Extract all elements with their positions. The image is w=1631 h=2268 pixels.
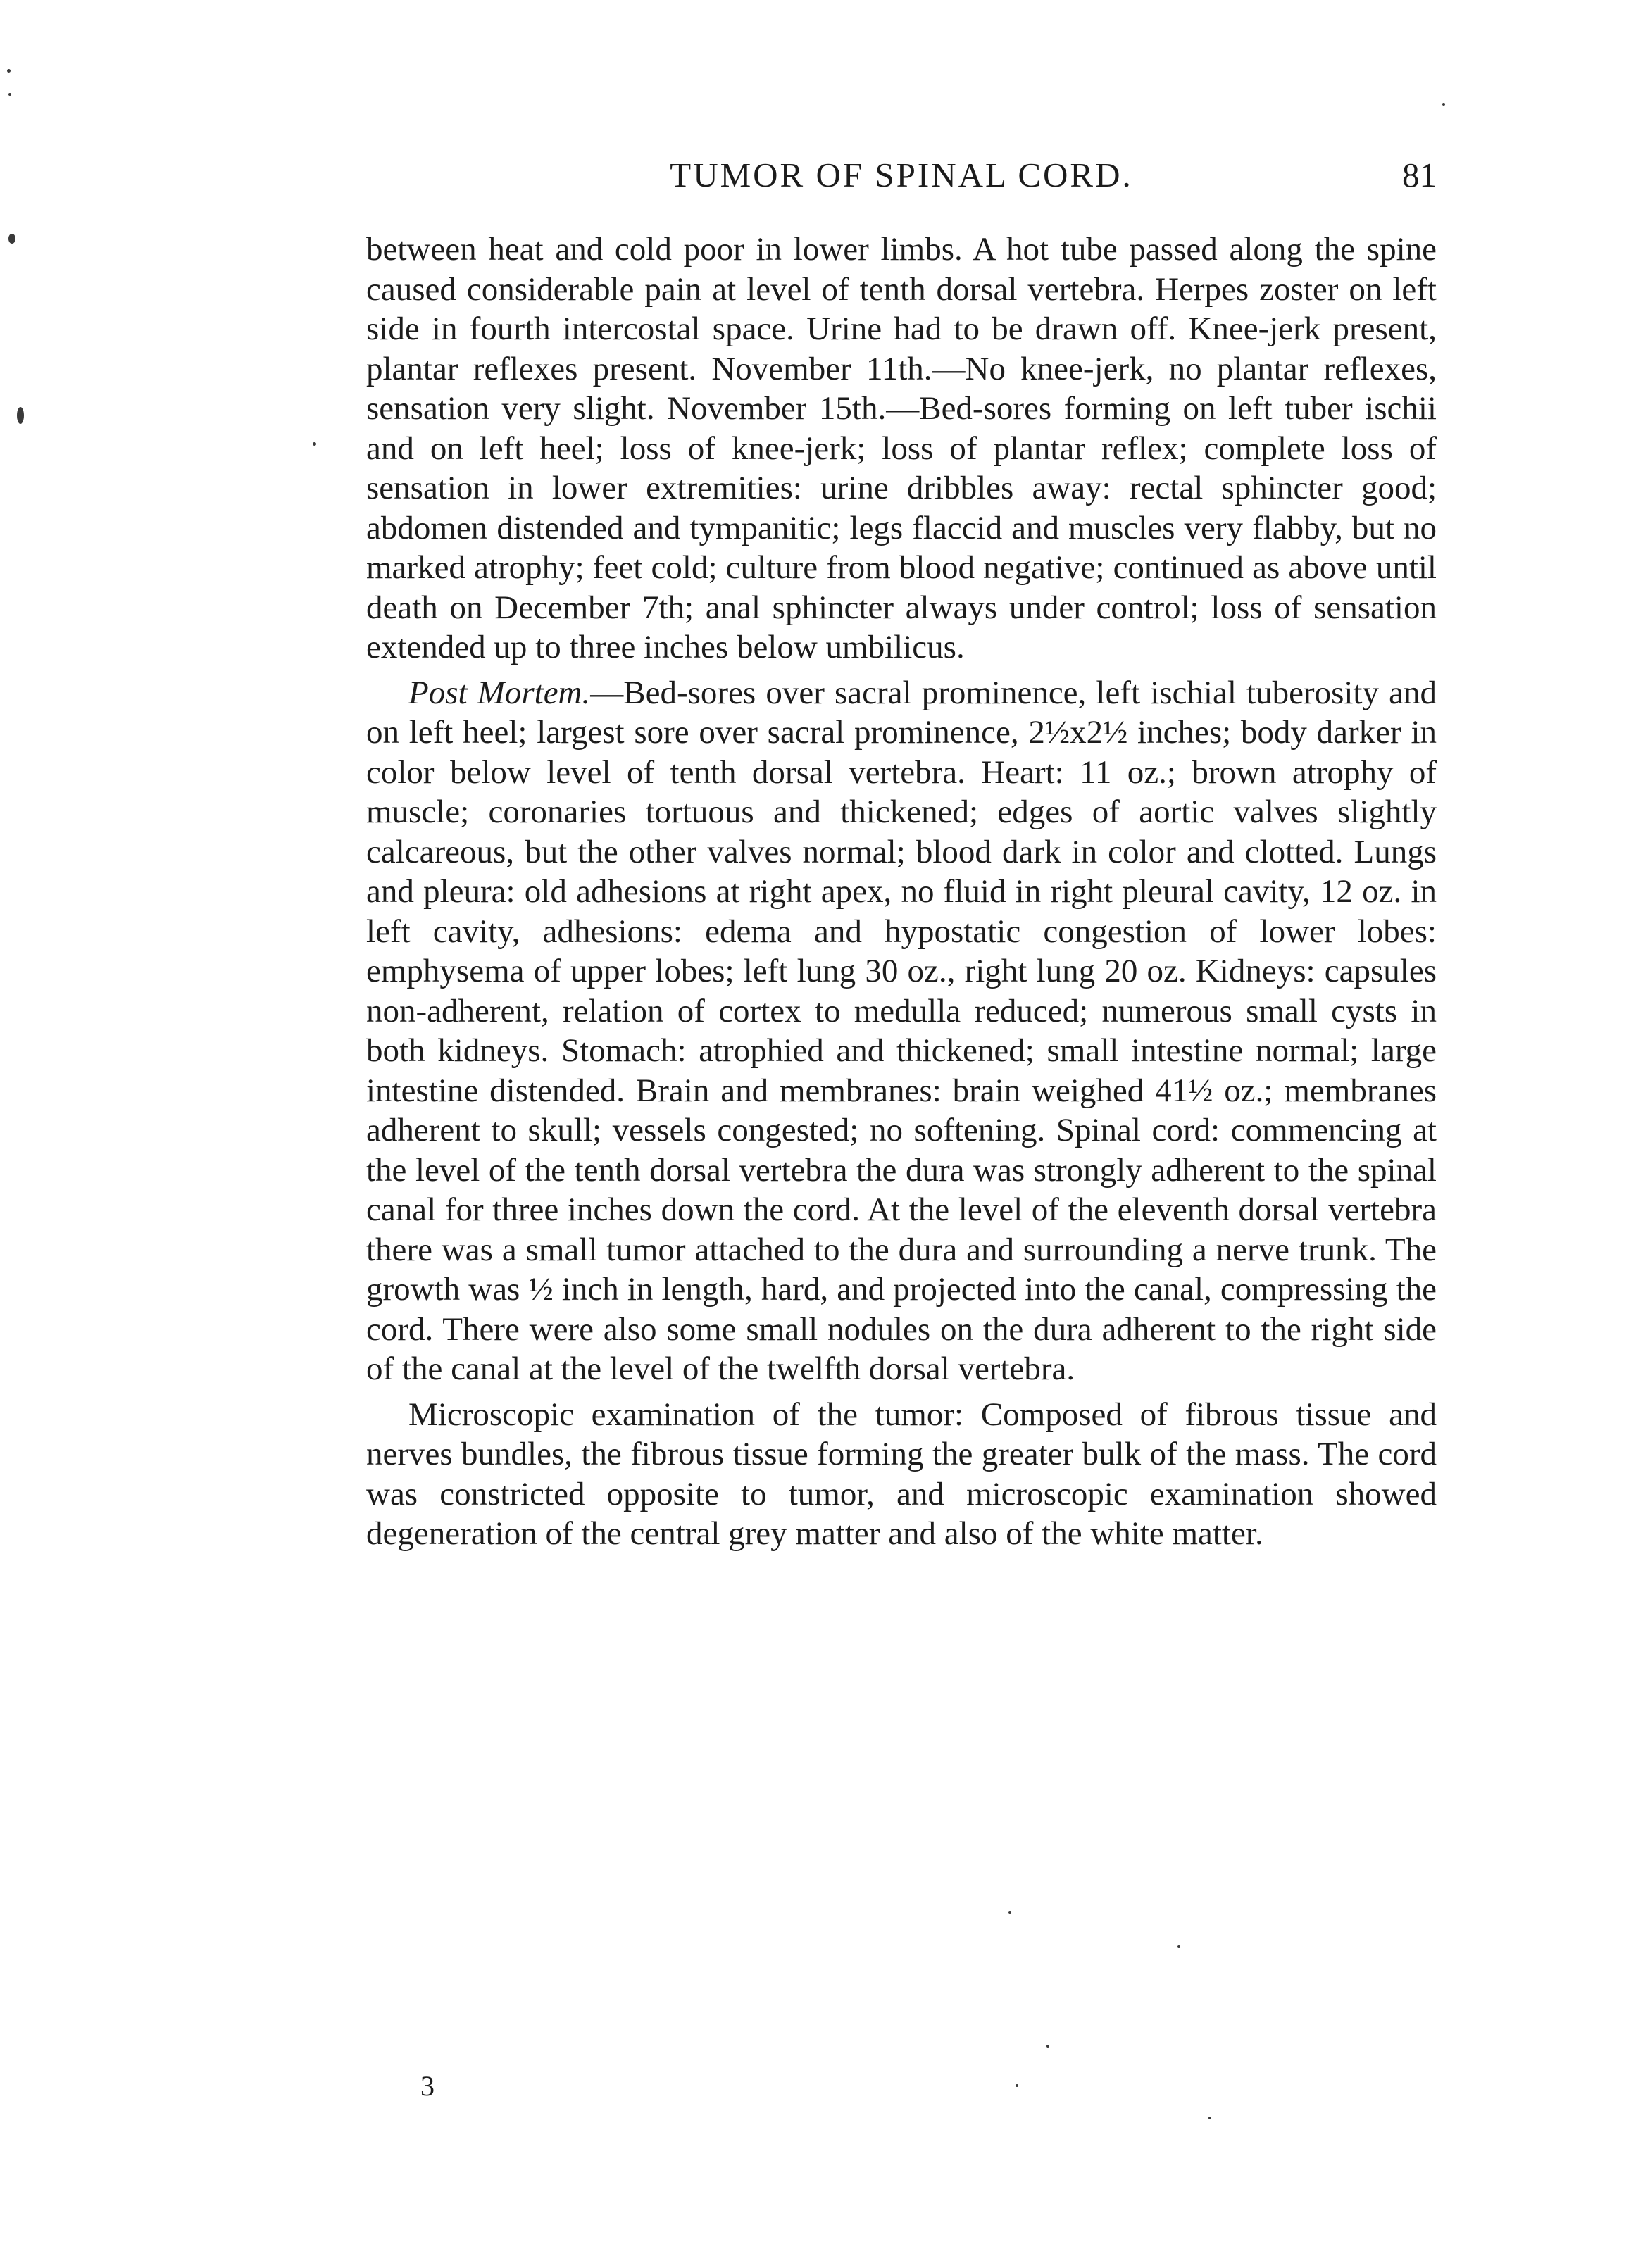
- paragraph-case-history: [366, 230, 1437, 668]
- running-title: TUMOR OF SPINAL CORD.: [670, 156, 1133, 194]
- paragraph-post-mortem: [366, 673, 1437, 1389]
- scan-speck: [1442, 103, 1445, 106]
- scan-speck: [17, 407, 24, 424]
- paragraph-text: Microscopic examination of the tumor: Composed of fibrous tissue and nerves bundles, the fibrous tissue forming the greater bulk of the mass. The cord was constricted opposite to tumor, and microscopic examination showed degeneration of the central grey matter and also of the white matter.: [366, 1396, 1437, 1552]
- body-text: [366, 230, 1437, 1560]
- scan-speck: [1177, 1945, 1180, 1948]
- paragraph-lead: Post Mortem.: [408, 674, 591, 711]
- paragraph-microscopic: [366, 1395, 1437, 1554]
- scan-speck: [8, 93, 11, 96]
- running-head: [366, 151, 1437, 200]
- scan-speck: [1008, 1911, 1011, 1914]
- signature-mark: 3: [420, 2070, 435, 2102]
- page-number: 81: [1402, 156, 1437, 194]
- scan-speck: [8, 234, 15, 244]
- scan-speck: [1046, 2045, 1049, 2048]
- paragraph-text: —Bed-sores over sacral prominence, left ischial tuberosity and on left heel; largest sore over sacral prominence, 2½x2½ inches; body darker in color below level of tenth dorsal vertebra. Heart: 11 oz.; brown atrophy of muscle; coronaries tortuous and thickened; edges of aortic valves slightly calcareous, but the other valves normal; blood dark in color and clotted. Lungs and pleura: old adhesions at right apex, no fluid in right pleural cavity, 12 oz. in left cavity, adhesions: edema and hypostatic congestion of lower lobes: emphysema of upper lobes; left lung 30 oz., right lung 20 oz. Kidneys: capsules non-adherent, relation of cortex to medulla reduced; numerous small cysts in both kidneys. Stomach: atrophied and thickened; small intestine normal; large intestine distended. Brain and membranes: brain weighed 41½ oz.; membranes adherent to skull; vessels congested; no softening. Spinal cord: commencing at the level of the tenth dorsal vertebra the dura was strongly adherent to the spinal canal for three inches down the cord. At the level of the eleventh dorsal vertebra there was a small tumor attached to the dura and surrounding a nerve trunk. The growth was ½ inch in length, hard, and projected into the canal, compressing the cord. There were also some small nodules on the dura adherent to the right side of the canal at the level of the twelfth dorsal vertebra.: [366, 674, 1437, 1387]
- scan-speck: [1208, 2117, 1211, 2119]
- paragraph-text: between heat and cold poor in lower limbs. A hot tube passed along the spine caused considerable pain at level of tenth dorsal vertebra. Herpes zoster on left side in fourth intercostal space. Urine had to be drawn off. Knee-jerk present, plantar reflexes present. November 11th.—No knee-jerk, no plantar reflexes, sensation very slight. November 15th.—Bed-sores forming on left tuber ischii and on left heel; loss of knee-jerk; loss of plantar reflex; complete loss of sensation in lower extremities: urine dribbles away: rectal sphincter good; abdomen distended and tympanitic; legs flaccid and muscles very flabby, but no marked atrophy; feet cold; culture from blood negative; continued as above until death on December 7th; anal sphincter always under control; loss of sensation extended up to three inches below umbilicus.: [366, 231, 1437, 665]
- scan-speck: [7, 69, 11, 73]
- scan-speck: [1016, 2084, 1018, 2087]
- scan-speck: [313, 442, 316, 446]
